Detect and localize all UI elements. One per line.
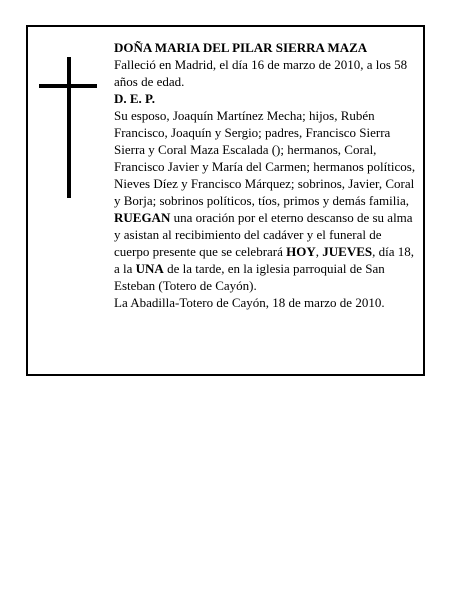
request-text-1: una oración por el eterno descanso de su alma y asistan al recibimiento del cadáver y el funeral de cuerpo presente que se celebrará <box>114 210 413 259</box>
una-label: UNA <box>135 261 164 276</box>
cross-icon-bar <box>39 84 97 88</box>
jueves-label: JUEVES <box>322 244 373 259</box>
request-text-2: , día 18, a la <box>114 244 415 276</box>
request-comma: , <box>315 244 323 259</box>
deceased-name: DOÑA MARIA DEL PILAR SIERRA MAZA <box>114 40 368 55</box>
family-list: Su esposo, Joaquín Martínez Mecha; hijos, Rubén Francisco, Joaquín y Sergio; padres, Francisco Sierra Sierra y Coral Maza Escalada (); hermanos, Coral, Francisco Javier y María del Carmen; hermanos políticos, Nieves Díez y Francisco Márquez; sobrinos, Javier, Coral y Borja; sobrinos políticos, tíos, primos y demás familia, <box>114 108 416 208</box>
death-info: Falleció en Madrid, el día 16 de marzo de 2010, a los 58 años de edad. <box>114 57 408 89</box>
hoy-label: HOY <box>286 244 316 259</box>
request-text-3: de la tarde, en la iglesia parroquial de San Esteban (Totero de Cayón). <box>114 261 385 293</box>
ruegan-label: RUEGAN <box>114 210 171 225</box>
request-paragraph <box>114 209 416 294</box>
place-date-footer: La Abadilla-Totero de Cayón, 18 de marzo de 2010. <box>114 295 385 310</box>
rip-label: D. E. P. <box>114 91 156 106</box>
obituary-notice <box>26 25 425 376</box>
cross-icon <box>67 57 71 198</box>
notice-text <box>114 39 416 311</box>
